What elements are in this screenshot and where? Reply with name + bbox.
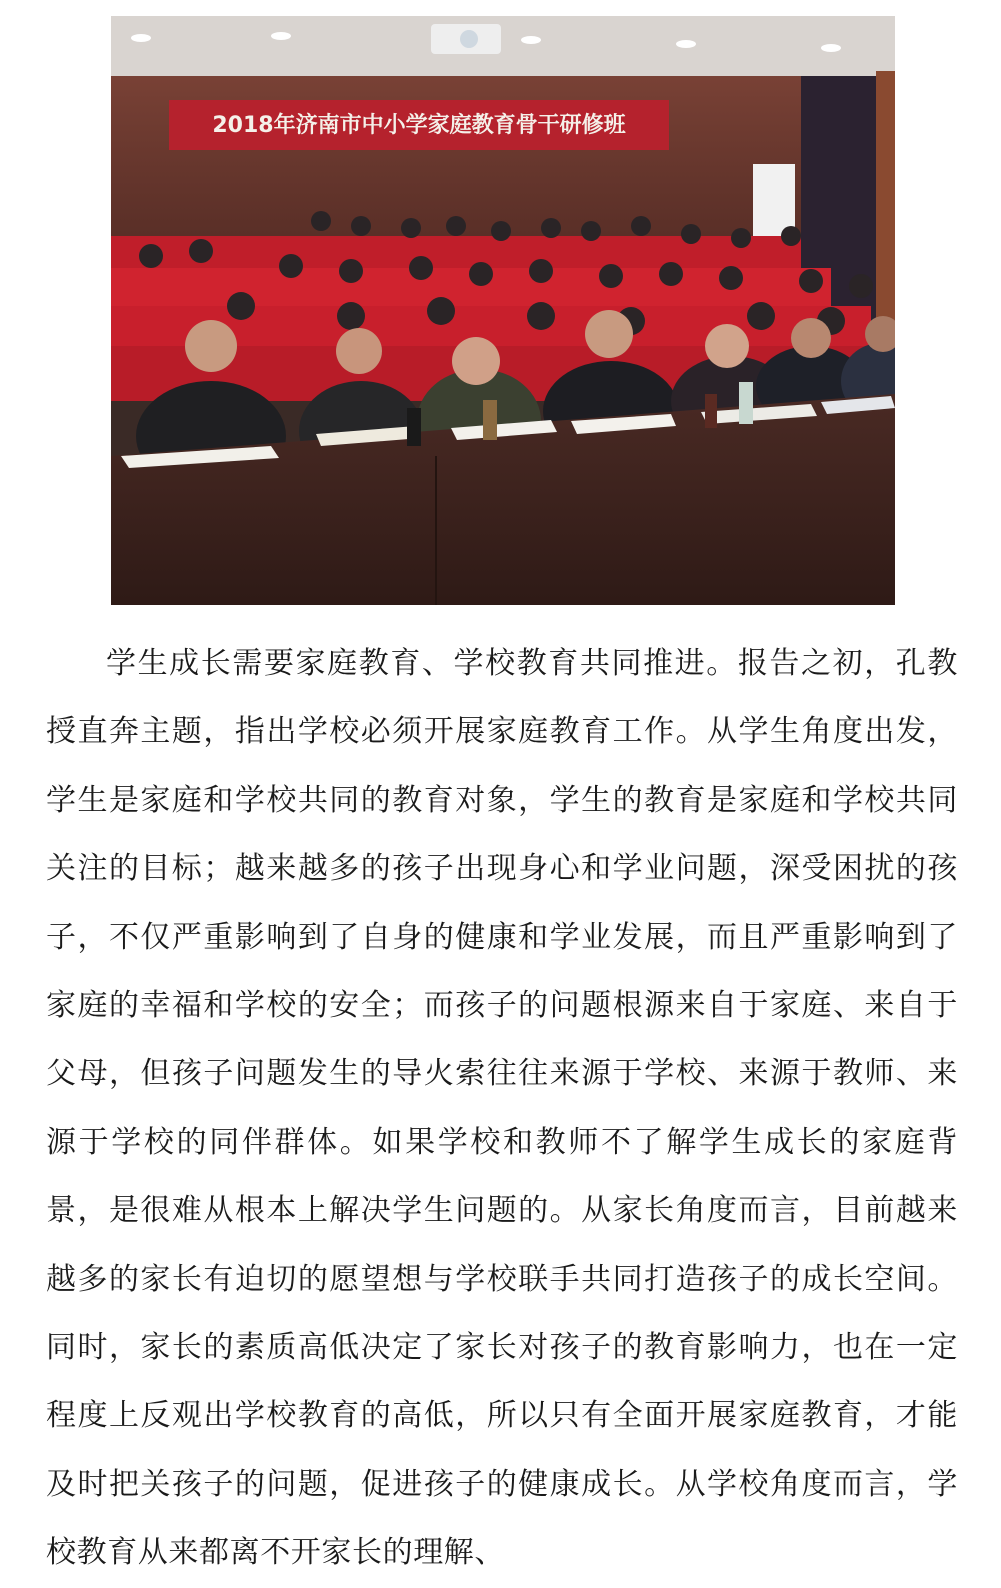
ceiling-light [271, 32, 291, 40]
ceiling-light [521, 36, 541, 44]
ceiling-light [131, 34, 151, 42]
classroom-scene [111, 16, 895, 605]
ceiling-light [821, 44, 841, 52]
training-class-photo [111, 16, 895, 605]
ceiling-light [676, 40, 696, 48]
article-paragraph: 学生成长需要家庭教育、学校教育共同推进。报告之初，孔教授直奔主题，指出学校必须开展家庭教育工作。从学生角度出发，学生是家庭和学校共同的教育对象，学生的教育是家庭和学校共同关注的目标；越来越多的孩子出现身心和学业问题，深受困扰的孩子，不仅严重影响到了自身的健康和学业发展，而且严重影响到了家庭的幸福和学校的安全；而孩子的问题根源来自于家庭、来自于父母，但孩子问题发生的导火索往往来源于学校、来源于教师、来源于学校的同伴群体。如果学校和教师不了解学生成长的家庭背景，是很难从根本上解决学生问题的。从家长角度而言，目前越来越多的家长有迫切的愿望想与学校联手共同打造孩子的成长空间。同时，家长的素质高低决定了家长对孩子的教育影响力，也在一定程度上反观出学校教育的高低，所以只有全面开展家庭教育，才能及时把关孩子的问题，促进孩子的健康成长。从学校角度而言，学校教育从来都离不开家长的理解、 [46, 646, 958, 1571]
ceiling [111, 16, 895, 76]
banner-text: 2018年济南市中小学家庭教育骨干研修班 [212, 113, 626, 138]
